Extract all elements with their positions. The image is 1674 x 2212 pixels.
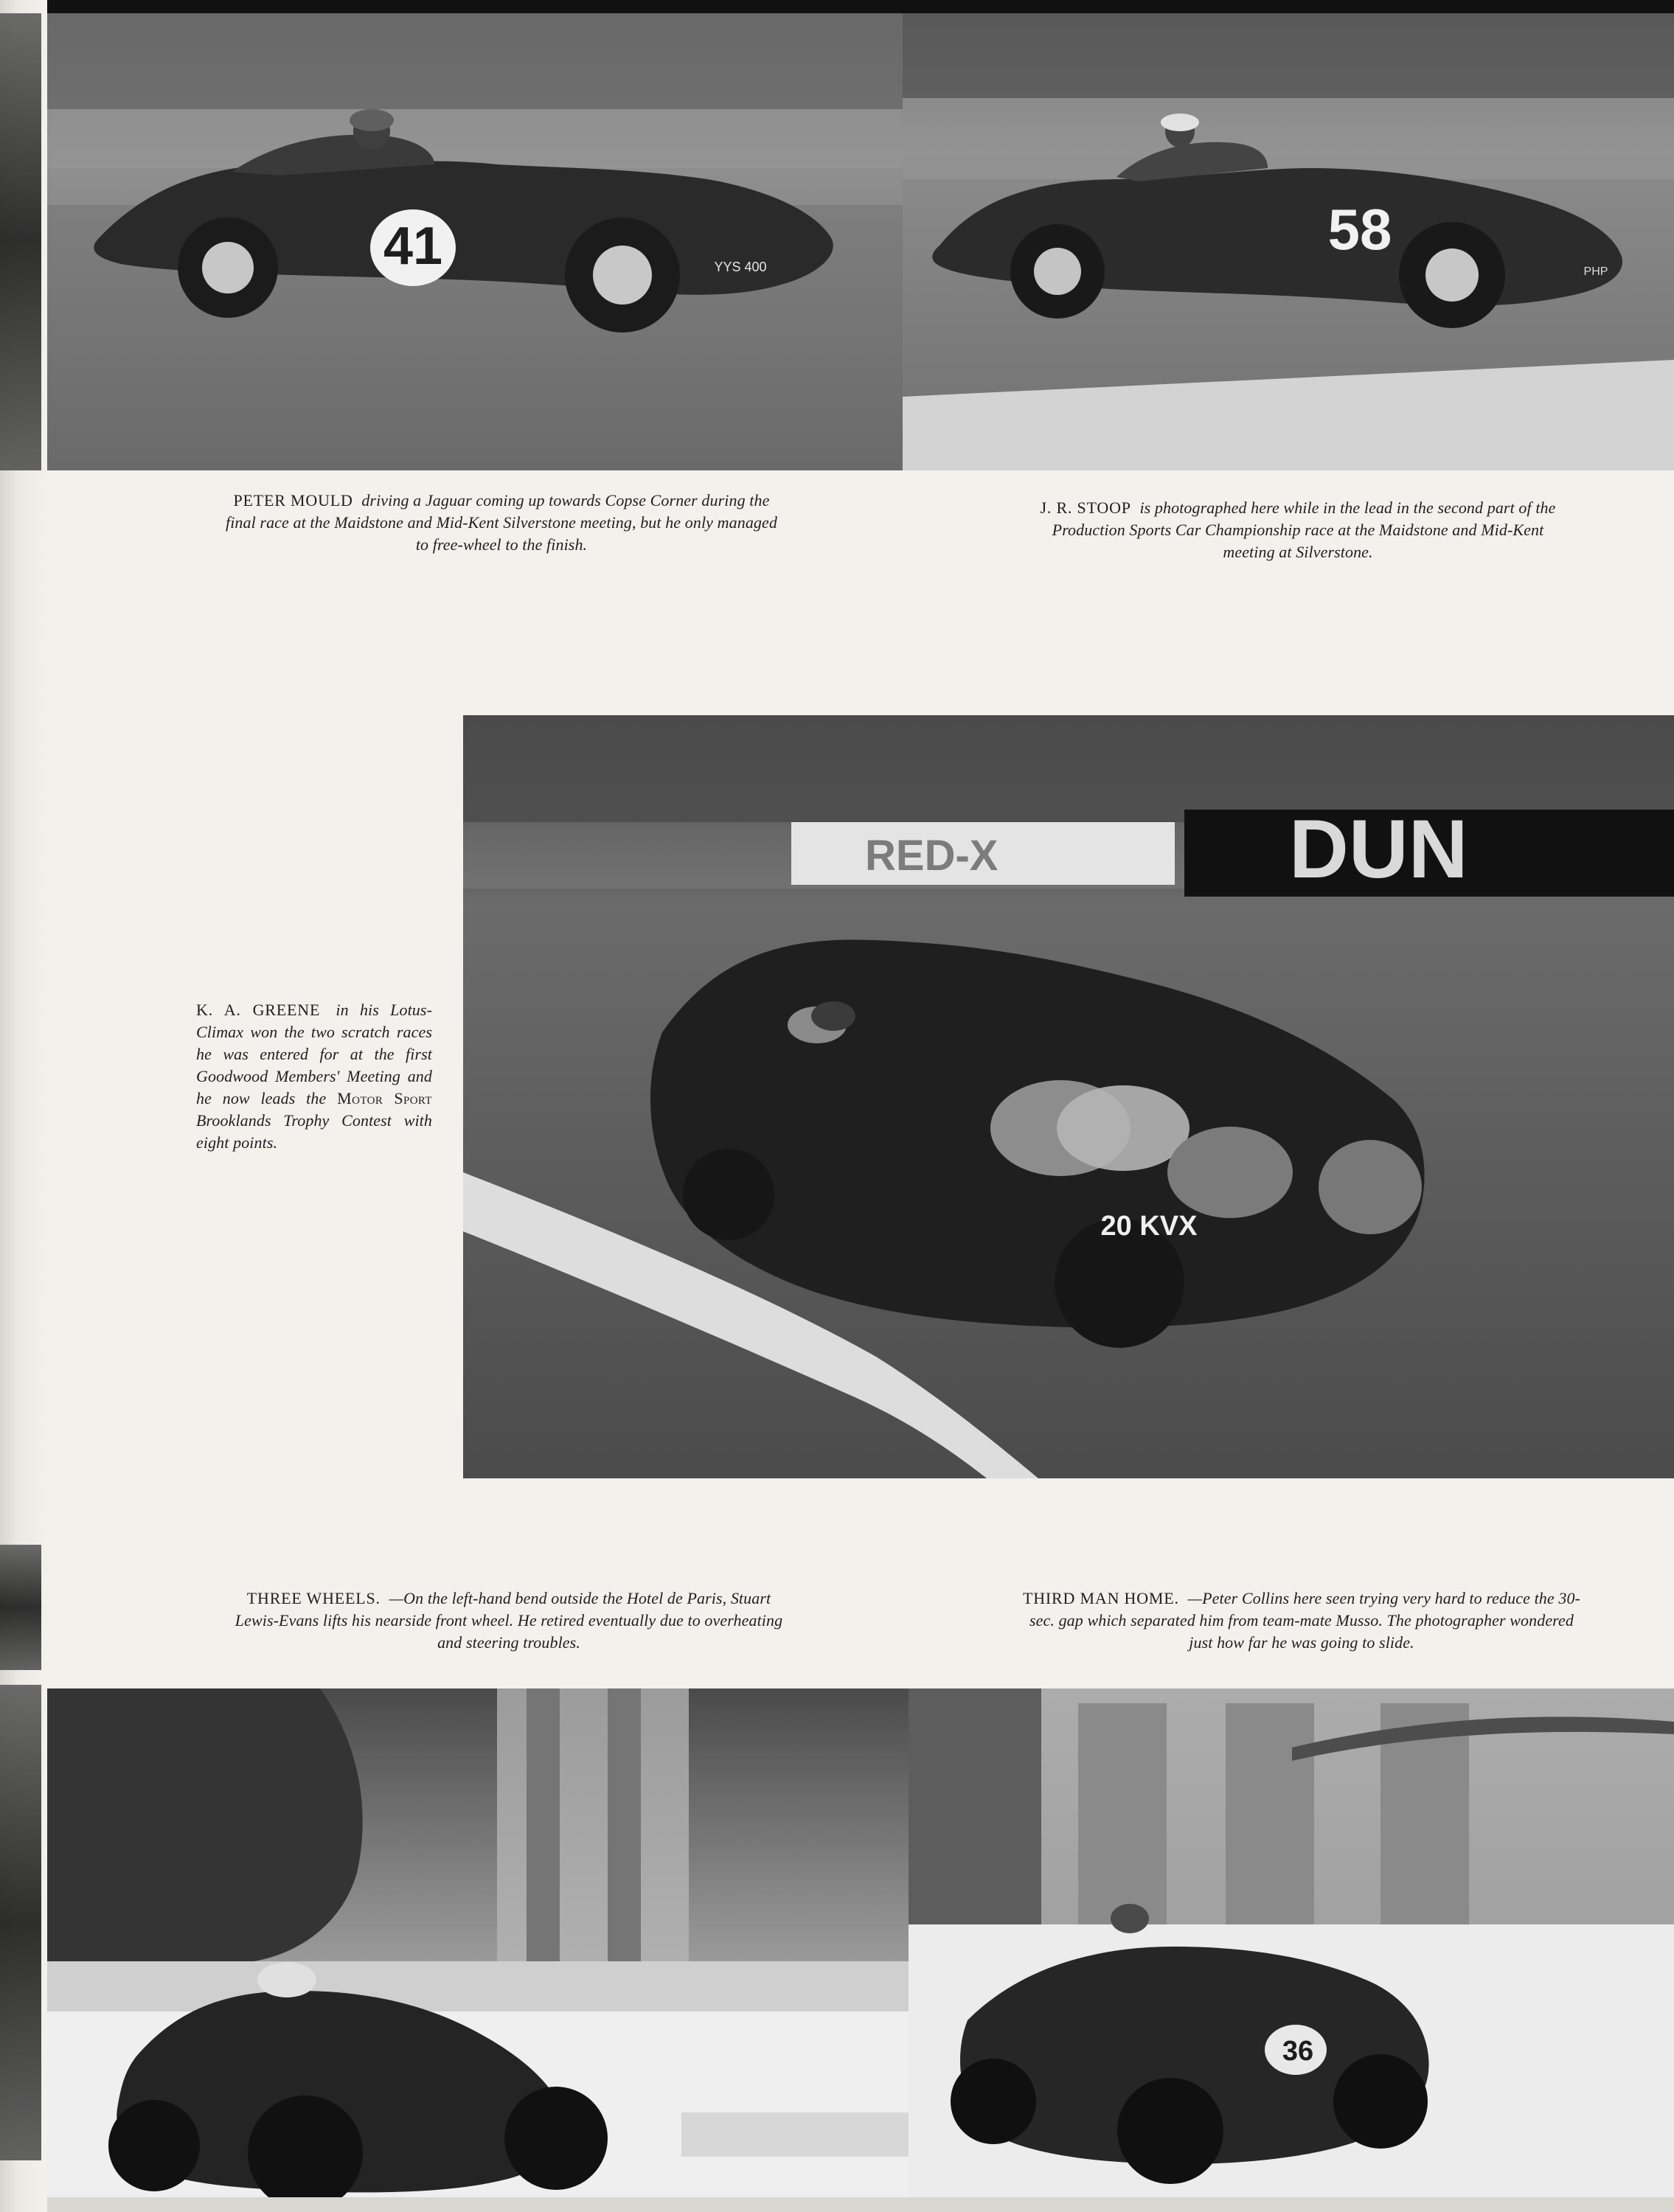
bottom-right-caption bbox=[1021, 1587, 1582, 1654]
bottom-left-caption-text: —On the left-hand bend outside the Hotel de Paris, Stuart Lewis-Evans lifts his nearside front wheel. He retired eventually due to overheating and steering troubles. bbox=[235, 1589, 783, 1652]
top-right-car-number: 58 bbox=[1327, 197, 1392, 262]
middle-photo bbox=[463, 715, 1674, 1478]
top-left-caption bbox=[221, 490, 782, 556]
top-left-photo-graphic bbox=[47, 13, 903, 470]
bottom-right-car-number: 36 bbox=[1282, 2036, 1314, 2067]
top-right-caption-lead: J. R. STOOP bbox=[1040, 498, 1131, 517]
top-left-photo bbox=[47, 13, 903, 470]
top-right-caption-text: is photographed here while in the lead in the second part of the Production Sports Car Championship race at the Maidstone and Mid-Kent meeting at Silverstone. bbox=[1052, 498, 1556, 561]
top-right-caption bbox=[1025, 497, 1571, 563]
top-left-car-plate: YYS 400 bbox=[714, 260, 767, 274]
bottom-left-caption-lead: THREE WHEELS. bbox=[246, 1589, 381, 1607]
left-fold bbox=[0, 0, 47, 2212]
left-fold-strip-middle bbox=[0, 1545, 41, 1670]
top-right-photo bbox=[903, 13, 1674, 470]
bottom-right-photo-graphic bbox=[909, 1688, 1674, 2197]
middle-caption-smallcaps: Motor Sport bbox=[337, 1089, 432, 1107]
left-fold-strip-bottom bbox=[0, 1685, 41, 2160]
middle-car-plate: 20 KVX bbox=[1100, 1211, 1198, 1242]
top-right-car-plate: PHP bbox=[1583, 265, 1608, 278]
bottom-right-caption-lead: THIRD MAN HOME. bbox=[1023, 1589, 1179, 1607]
middle-banner-right-text: DUN bbox=[1289, 803, 1468, 895]
middle-caption-text-after-smallcaps: Brooklands Trophy Contest with eight points. bbox=[196, 1111, 432, 1152]
middle-photo-graphic bbox=[463, 715, 1674, 1478]
left-fold-strip-top bbox=[0, 13, 41, 470]
middle-banner-left-text: RED-X bbox=[865, 832, 999, 880]
bottom-right-photo bbox=[909, 1688, 1674, 2197]
top-left-caption-text: driving a Jaguar coming up towards Copse Corner during the final race at the Maidstone and Mid-Kent Silverstone meeting, but he only managed to free-wheel to the finish. bbox=[225, 491, 777, 554]
top-left-car-number: 41 bbox=[383, 217, 443, 276]
middle-caption-lead: K. A. GREENE bbox=[196, 1001, 321, 1019]
bottom-left-caption bbox=[229, 1587, 789, 1654]
bottom-page-margin bbox=[47, 2197, 1674, 2212]
top-edge-bar bbox=[0, 0, 1674, 13]
bottom-right-caption-text: —Peter Collins here seen trying very hard to reduce the 30-sec. gap which separated him from team-mate Musso. The photographer wondered just how far he was going to slide. bbox=[1029, 1589, 1580, 1652]
middle-caption-text-before-smallcaps: in his Lotus-Climax won the two scratch races he was entered for at the first Goodwood Members' Meeting and he now leads the bbox=[196, 1001, 432, 1107]
top-left-caption-lead: PETER MOULD bbox=[233, 491, 353, 509]
bottom-left-photo-graphic bbox=[47, 1688, 909, 2197]
bottom-left-photo bbox=[47, 1688, 909, 2197]
middle-caption bbox=[196, 999, 432, 1154]
top-right-photo-graphic bbox=[903, 13, 1674, 470]
